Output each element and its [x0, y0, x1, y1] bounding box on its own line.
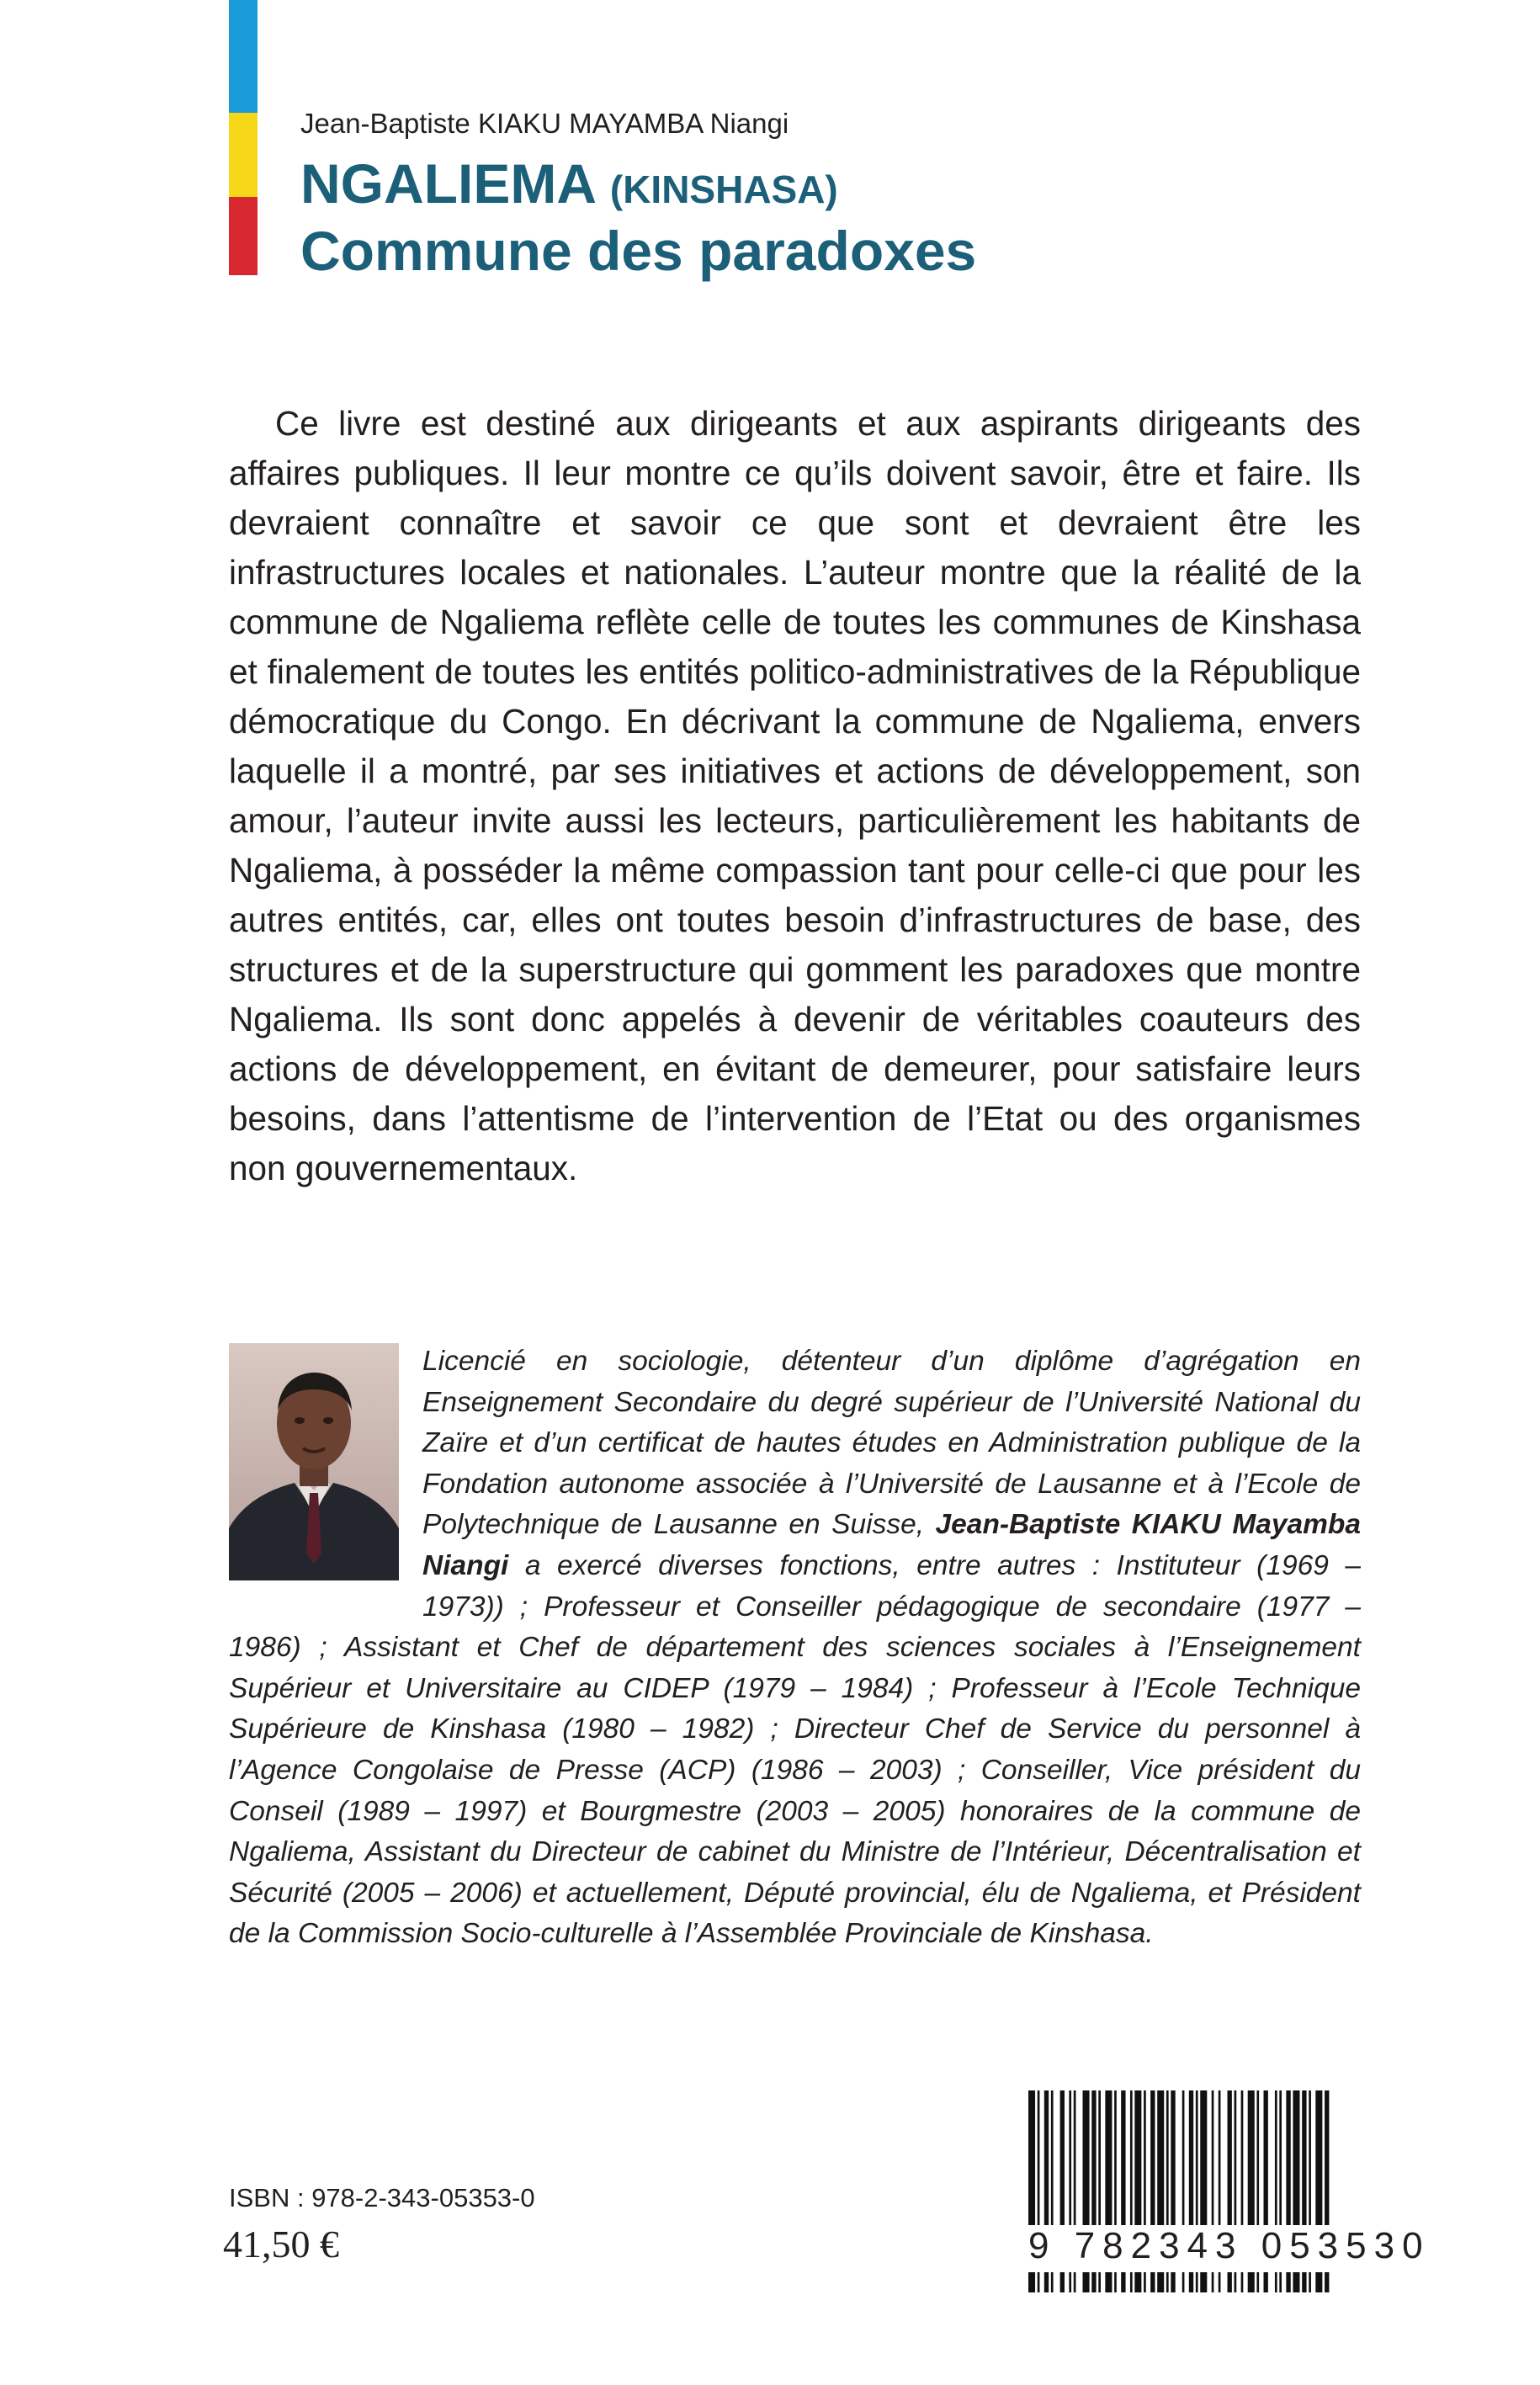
flag-stripe — [229, 0, 258, 275]
price: 41,50 € — [223, 2223, 339, 2265]
barcode-digits: 9 782343 053530 — [1028, 2225, 1363, 2272]
author-biography — [229, 1341, 1361, 1955]
bio-text-before: Licencié en sociologie, détenteur d’un diplôme d’agrégation en Enseignement Secondaire du degré supérieur de l’Université National du Zaïre et d’un certificat de hautes études en Administration publique de la Fondation autonome associée à l’Université de Lausanne et à l’Ecole de Polytechnique de Lausanne en Suisse, — [422, 1346, 1361, 1541]
flag-yellow-band — [229, 113, 258, 197]
book-title — [300, 150, 838, 223]
isbn: ISBN : 978-2-343-05353-0 — [229, 2183, 535, 2212]
bio-author-name: Jean-Baptiste KIAKU Mayamba Niangi — [422, 1509, 1361, 1581]
back-cover-blurb: Ce livre est destiné aux dirigeants et aux aspirants dirigeants des affaires publiques. Il leur montre ce qu’ils doivent savoir, être et faire. Ils devraient connaître et savoir ce que sont et devraient être les infrastructures locales et nationales. L’auteur montre que la réalité de la commune de Ngaliema reflète celle de toutes les communes de Kinshasa et finalement de toutes les entités politico-administratives de la République démocratique du Congo. En décrivant la commune de Ngaliema, envers laquelle il a montré, par ses initiatives et actions de développement, son amour, l’auteur invite aussi les lecteurs, particulièrement les habitants de Ngaliema, à posséder la même compassion tant pour celle-ci que pour les autres entités, car, elles ont toutes besoin d’infrastructures de base, des structures et de la superstructure qui gomment les paradoxes que montre Ngaliema. Ils sont donc appelés à devenir de véritables coauteurs des actions de développement, en évitant de demeurer, pour satisfaire leurs besoins, dans l’attentisme de l’intervention de l’Etat ou des organismes non gouvernementaux. — [229, 404, 1361, 1187]
flag-blue-band — [229, 0, 258, 113]
flag-red-band — [229, 197, 258, 275]
photo-space — [229, 1341, 422, 1587]
bio-text-after: a exercé diverses fonctions, entre autres : Instituteur (1969 – 1973)) ; Professeur et Conseiller pédagogique de secondaire (1977 – 1986) ; Assistant et Chef de département des sciences sociales à l’Enseignement Supérieur et Universitaire au CIDEP (1979 – 1984) ; Professeur à l’Ecole Technique Supérieure de Kinshasa (1980 – 1982) ; Directeur Chef de Service du personnel à l’Agence Congolaise de Presse (ACP) (1986 – 2003) ; Conseiller, Vice président du Conseil (1989 – 1997) et Bourgmestre (2003 – 2005) honoraires de la commune de Ngaliema, Assistant du Directeur de cabinet du Ministre de l’Intérieur, Décentralisation et Sécurité (2005 – 2006) et actuellement, Député provincial, élu de Ngaliema, et Président de la Commission Socio-culturelle à l’Assemblée Provinciale de Kinshasa. — [229, 1549, 1361, 1950]
title-main: NGALIEMA — [300, 152, 595, 215]
author-name: Jean-Baptiste KIAKU MAYAMBA Niangi — [300, 108, 789, 139]
book-subtitle: Commune des paradoxes — [300, 220, 977, 282]
title-sub: (KINSHASA) — [609, 167, 838, 211]
